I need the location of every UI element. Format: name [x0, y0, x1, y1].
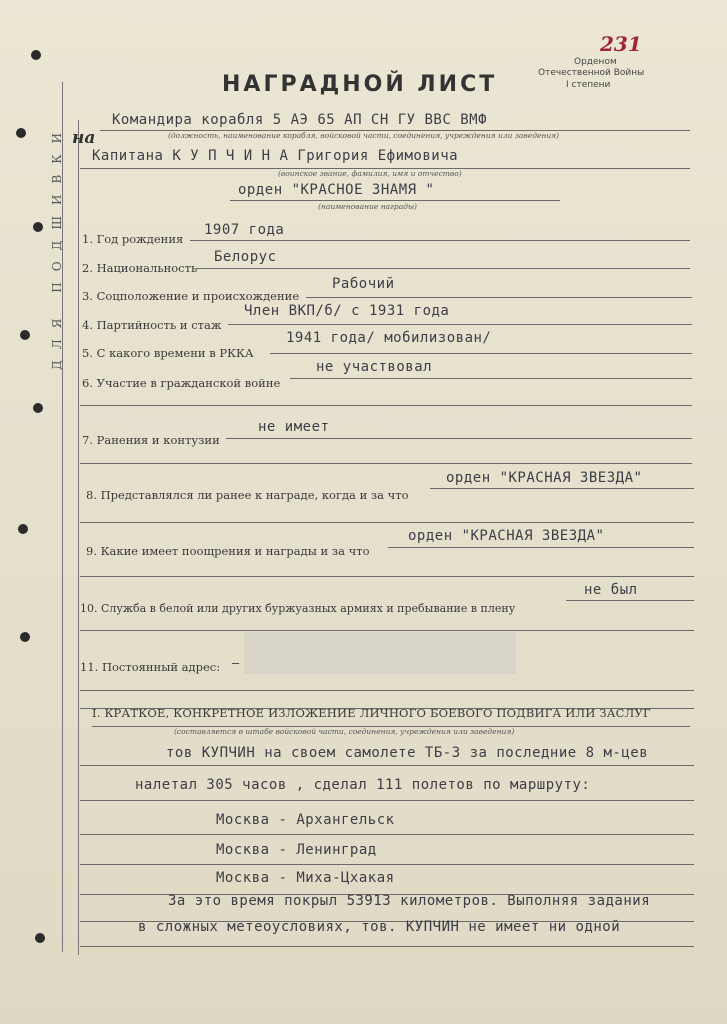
field-8-label: 8. Представлялся ли ранее к награде, когда и за что [86, 488, 409, 502]
side-note-vertical: ДЛЯ ПОДШИВКИ [50, 121, 64, 370]
binder-hole [31, 50, 41, 60]
field-7-value: не имеет [258, 419, 330, 435]
award-value: орден "КРАСНОЕ ЗНАМЯ " [238, 182, 435, 198]
field-3-label: 3. Соцположение и происхождение [82, 289, 300, 303]
award-line [230, 200, 560, 201]
narrative-line-2: налетал 305 часов , сделал 111 полетов по маршруту: [135, 777, 591, 793]
narrative-rule-2 [80, 800, 694, 801]
field-7-label: 7. Ранения и контузии [82, 433, 220, 447]
field-9-label: 9. Какие имеет поощрения и награды и за что [86, 544, 370, 558]
field-6-line [290, 378, 692, 379]
binder-hole [16, 128, 26, 138]
binder-hole [18, 524, 28, 534]
name-caption: (воинское звание, фамилия, имя и отчество) [278, 169, 462, 178]
field-2-value: Белорус [214, 249, 277, 265]
stamp-line-1: Орденом [574, 57, 617, 67]
narrative-rule-1 [80, 765, 694, 766]
narrative-line-4: Москва - Ленинград [216, 842, 377, 858]
field-10-line-2 [80, 630, 694, 631]
redacted-area [244, 632, 516, 674]
field-3-value: Рабочий [332, 276, 395, 292]
field-11-value: — [232, 656, 240, 670]
narrative-line-3: Москва - Архангельск [216, 812, 395, 828]
section-heading: I. КРАТКОЕ, КОНКРЕТНОЕ ИЗЛОЖЕНИЕ ЛИЧНОГО БОЕВОГО ПОДВИГА ИЛИ ЗАСЛУГ [92, 706, 651, 720]
field-11-label: 11. Постоянный адрес: [80, 660, 221, 674]
field-10-value: не был [584, 582, 638, 598]
field-6-line-2 [80, 405, 692, 406]
field-8-line-2 [80, 522, 694, 523]
margin-line-secondary [78, 120, 79, 955]
field-6-label: 6. Участие в гражданской войне [82, 376, 281, 390]
field-7-line [226, 438, 692, 439]
field-11-line [80, 690, 694, 691]
stamp-line-3: I степени [566, 80, 611, 90]
narrative-line-5: Москва - Миха-Цхакая [216, 870, 395, 886]
field-6-value: не участвовал [316, 359, 433, 375]
field-2-line [196, 268, 690, 269]
narrative-rule-7 [80, 946, 694, 947]
field-5-label: 5. С какого времени в РККА [82, 346, 254, 360]
field-9-value: орден "КРАСНАЯ ЗВЕЗДА" [408, 528, 605, 544]
field-8-value: орден "КРАСНАЯ ЗВЕЗДА" [446, 470, 643, 486]
field-2-label: 2. Национальность [82, 261, 198, 275]
field-8-line [430, 488, 694, 489]
field-1-value: 1907 года [204, 222, 285, 238]
field-10-line [566, 600, 694, 601]
field-1-line [190, 240, 690, 241]
field-5-line [270, 353, 692, 354]
field-3-line [306, 297, 692, 298]
field-1-label: 1. Год рождения [82, 232, 184, 246]
field-9-line [388, 547, 694, 548]
binder-hole [20, 632, 30, 642]
field-9-line-2 [80, 576, 694, 577]
binder-hole [33, 222, 43, 232]
field-10-label: 10. Служба в белой или других буржуазных армиях и пребывание в плену [80, 602, 516, 615]
name-value: Капитана К У П Ч И Н А Григория Ефимовича [92, 148, 459, 164]
narrative-line-6: За это время покрыл 53913 километров. Выполняя задания [168, 893, 651, 909]
position-caption: (должность, наименование корабля, войсковой части, соединения, учреждения или заведения) [168, 131, 560, 140]
field-5-value: 1941 года/ мобилизован/ [286, 330, 492, 346]
na-label: на [72, 128, 96, 148]
binder-hole [33, 403, 43, 413]
handwritten-number: 231 [600, 32, 642, 56]
binder-hole [20, 330, 30, 340]
position-value: Командира корабля 5 АЭ 65 АП СН ГУ ВВС ВМФ [112, 112, 488, 128]
narrative-line-1: тов КУПЧИН на своем самолете ТБ-3 за последние 8 м-цев [166, 745, 649, 761]
document-title: НАГРАДНОЙ ЛИСТ [222, 72, 498, 97]
stamp-line-2: Отечественной Войны [538, 68, 645, 78]
binder-hole [35, 933, 45, 943]
narrative-rule-3 [80, 834, 694, 835]
field-4-label: 4. Партийность и стаж [82, 318, 222, 332]
narrative-rule-4 [80, 864, 694, 865]
field-4-value: Член ВКП/б/ с 1931 года [244, 303, 450, 319]
field-7-line-2 [80, 463, 692, 464]
section-caption: (составляется в штабе войсковой части, соединения, учреждения или заведения) [174, 727, 515, 736]
award-caption: (наименование награды) [318, 202, 417, 211]
field-4-line [228, 324, 692, 325]
narrative-line-7: в сложных метеоусловиях, тов. КУПЧИН не имеет ни одной [138, 919, 621, 935]
